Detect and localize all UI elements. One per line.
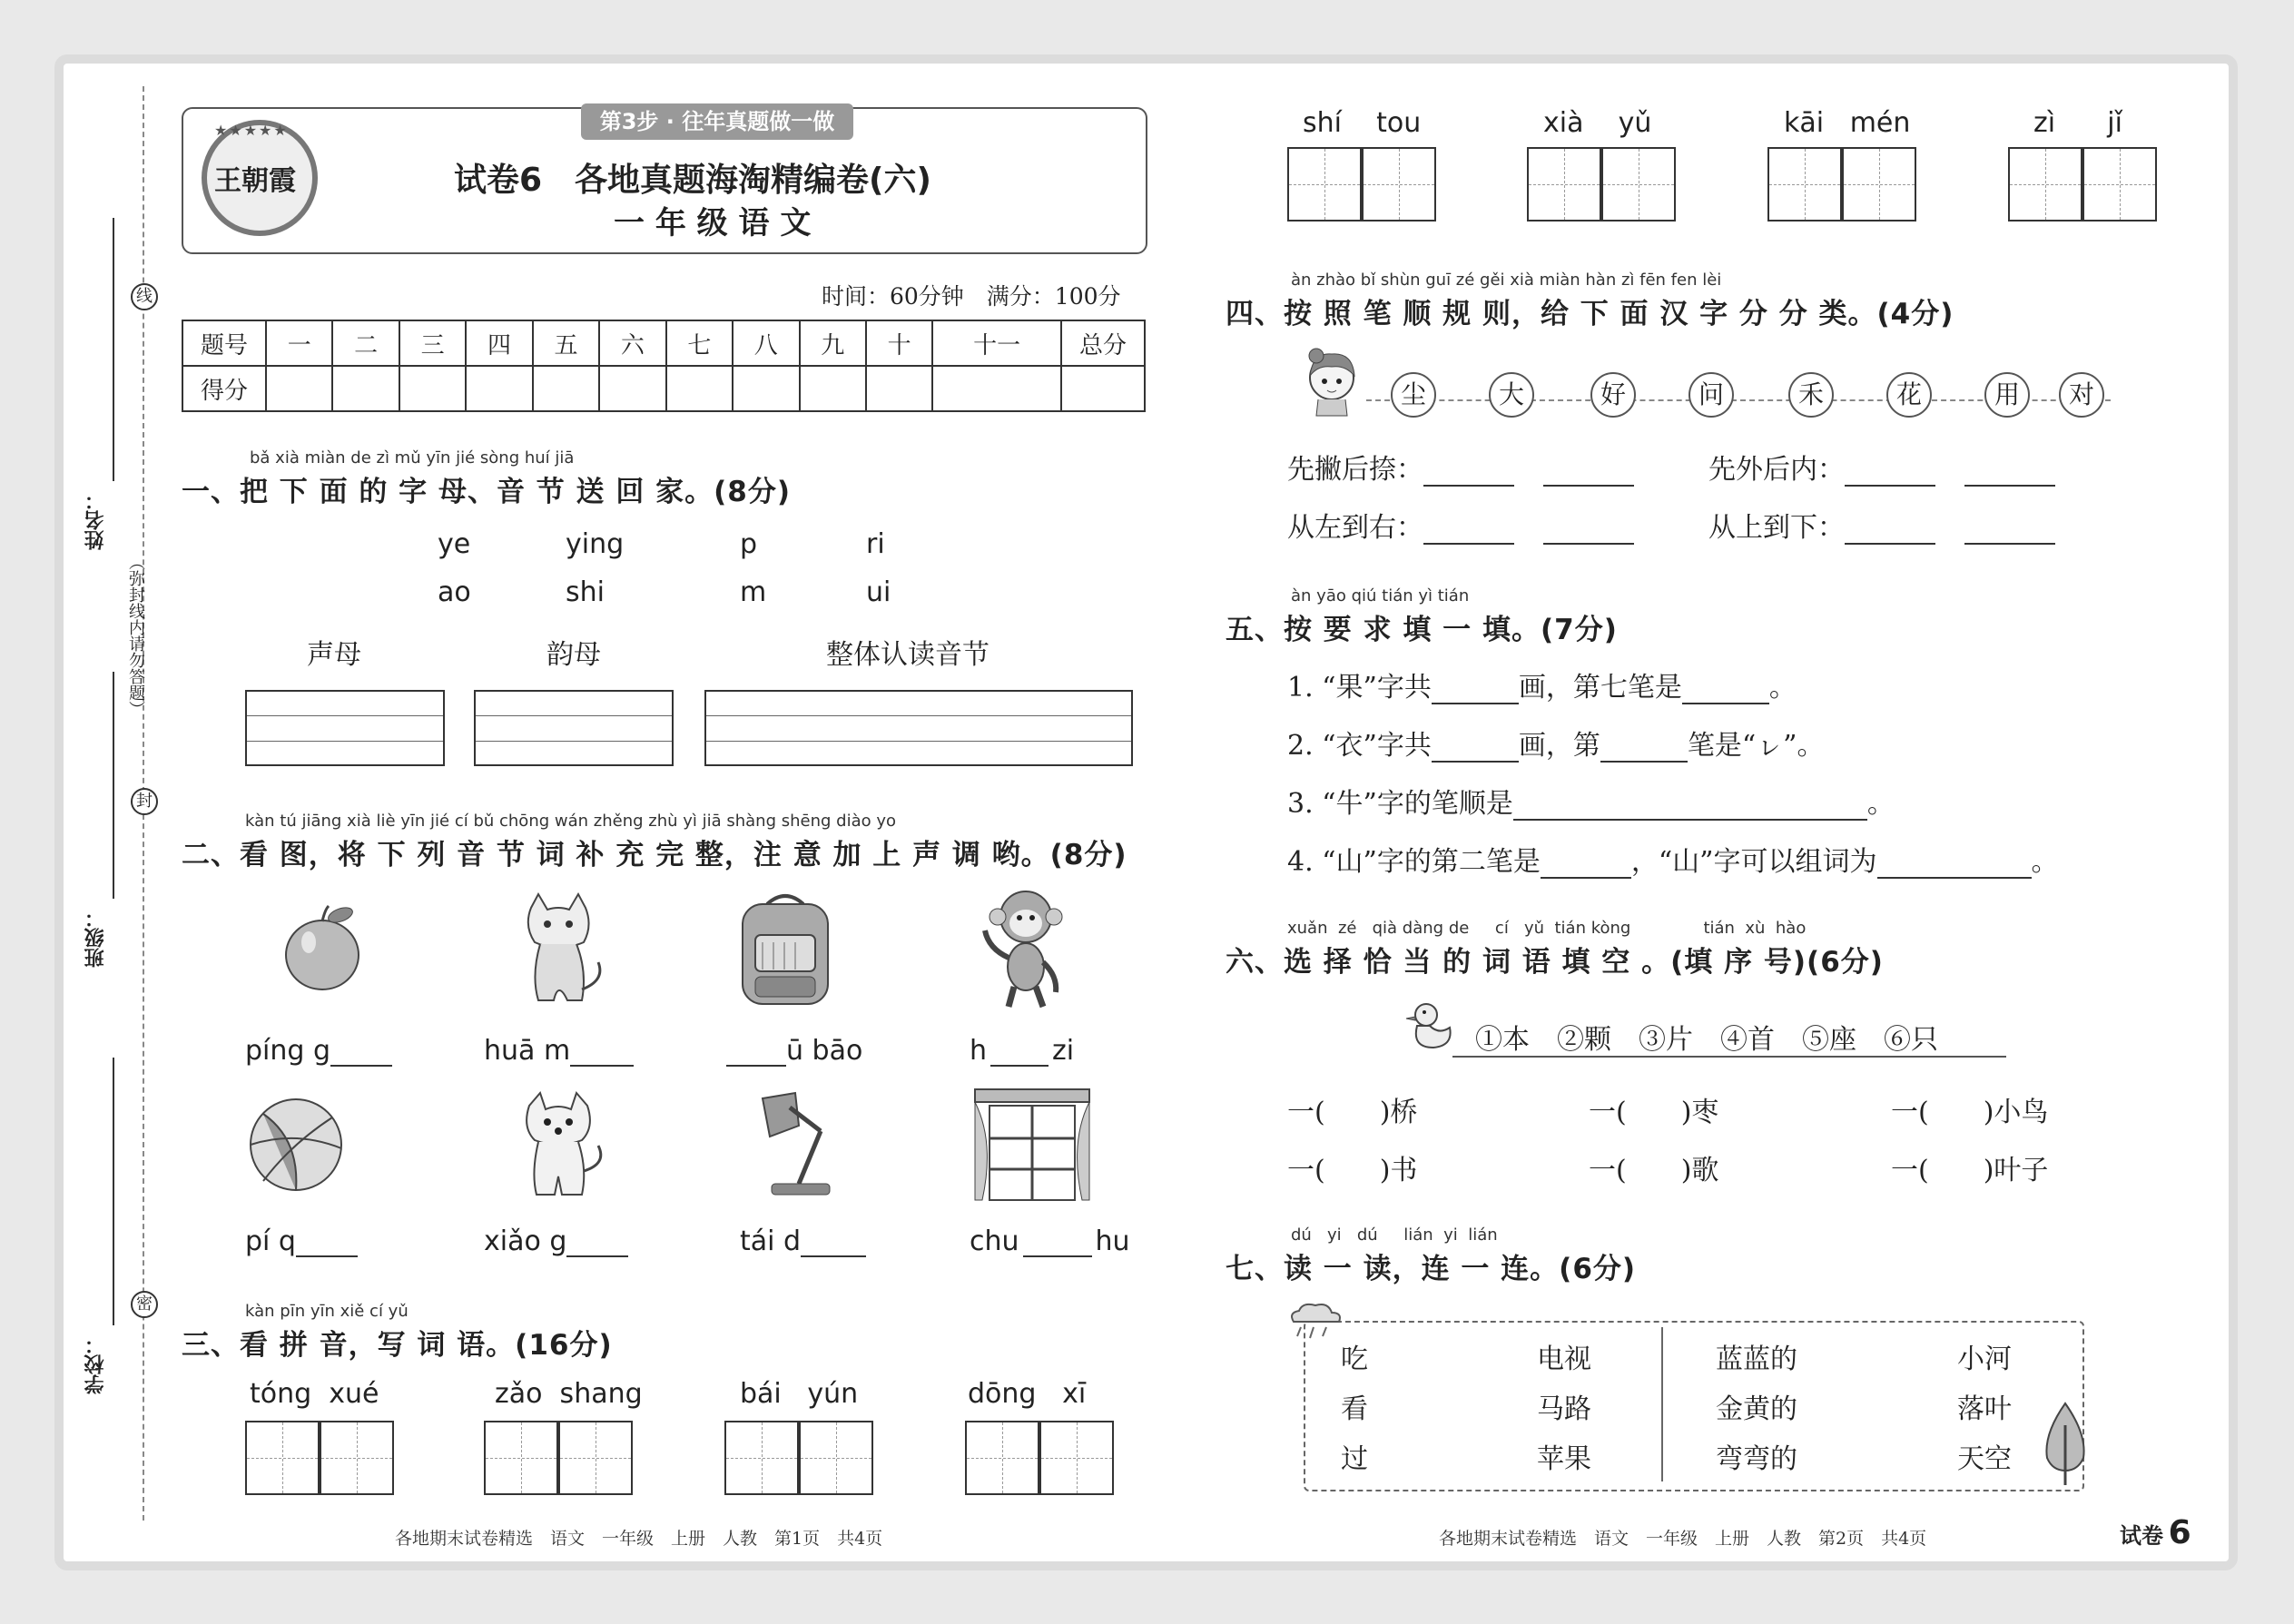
q5-text: ，“山”字可以组词为 xyxy=(1630,846,1877,878)
writing-grid-cell[interactable] xyxy=(1842,147,1916,221)
name-label: 姓名： xyxy=(84,490,107,550)
writing-grid-cell[interactable] xyxy=(1767,147,1842,221)
q5-title: 五、按 要 求 填 一 填。(7分) xyxy=(1226,614,1618,646)
school-line[interactable] xyxy=(113,1058,114,1325)
writing-grid-cell[interactable] xyxy=(558,1421,633,1495)
exam-badge-label: 试卷 xyxy=(2120,1523,2163,1549)
footer-right: 各地期末试卷精选 语文 一年级 上册 人教 第2页 共4页 xyxy=(1439,1529,1927,1549)
score-cell[interactable] xyxy=(800,366,866,411)
dog-illustration xyxy=(504,1089,613,1200)
q2-item-text: huā m xyxy=(484,1035,571,1067)
cloud-rain-icon xyxy=(1285,1300,1348,1345)
q5-blank[interactable] xyxy=(1682,675,1769,704)
q4-char: 好 xyxy=(1590,372,1636,418)
q4-char: 禾 xyxy=(1788,372,1834,418)
q4-char: 问 xyxy=(1689,372,1734,418)
q4-char: 用 xyxy=(1984,372,2030,418)
score-header-cell: 二 xyxy=(332,320,399,366)
q1-syllable: ao xyxy=(438,576,471,608)
logo-stars-icon: ★★★★★ xyxy=(214,122,289,139)
q5-text: 画，第 xyxy=(1518,730,1600,762)
q7-word[interactable]: 电视 xyxy=(1537,1343,1591,1375)
q7-title: 七、读 一 读，连 一 连。(6分) xyxy=(1226,1253,1637,1285)
q5-line-1 xyxy=(1287,664,1797,704)
q5-blank[interactable] xyxy=(1432,733,1519,763)
logo xyxy=(202,120,327,240)
score-table-header-row xyxy=(182,320,1145,366)
q4-title: 四、按 照 笔 顺 规 则，给 下 面 汉 字 分 分 类。(4分) xyxy=(1226,298,1954,330)
q2-item-text: tái d xyxy=(740,1225,802,1257)
ball-illustration xyxy=(245,1094,347,1196)
q2-item-text: h xyxy=(970,1035,988,1067)
score-header-cell: 一 xyxy=(266,320,332,366)
q2-blank[interactable] xyxy=(990,1038,1049,1067)
score-cell[interactable] xyxy=(1061,366,1145,411)
q2-blank[interactable] xyxy=(330,1038,392,1067)
q6-item[interactable]: 一( )桥 xyxy=(1287,1097,1418,1128)
q1-title: 一、把 下 面 的 字 母、音 节 送 回 家。(8分) xyxy=(182,476,792,508)
q5-text: 2. “衣”字共 xyxy=(1287,730,1432,762)
q7-pinyin: dú yi dú lián yi lián xyxy=(1291,1225,1498,1245)
class-line[interactable] xyxy=(113,672,114,899)
q3-word-pinyin: bái yún xyxy=(740,1378,859,1410)
q4-blank[interactable] xyxy=(1423,458,1514,487)
binding-mark-mi: 密 xyxy=(131,1291,158,1318)
cat-illustration xyxy=(504,890,613,1008)
q3-pinyin: kàn pīn yīn xiě cí yǔ xyxy=(245,1302,409,1321)
q4-row xyxy=(1708,505,2055,545)
q3-word-pinyin: zǎo shang xyxy=(495,1378,643,1410)
q4-blank[interactable] xyxy=(1543,458,1634,487)
writing-grid-cell[interactable] xyxy=(799,1421,873,1495)
q5-text: 4. “山”字的第二笔是 xyxy=(1287,846,1541,878)
q4-blank[interactable] xyxy=(1845,516,1935,545)
q3-word-pinyin: xià yǔ xyxy=(1543,107,1652,139)
writing-grid-cell[interactable] xyxy=(320,1421,394,1495)
q2-item-text: zi xyxy=(1052,1035,1075,1067)
q2-blank[interactable] xyxy=(296,1228,358,1257)
q4-row xyxy=(1287,505,1634,545)
writing-grid-cell[interactable] xyxy=(1362,147,1436,221)
q2-item-bag xyxy=(726,1035,862,1067)
q1-answer-box-yunmu[interactable] xyxy=(474,690,674,766)
q7-word[interactable]: 看 xyxy=(1341,1393,1368,1425)
q7-word[interactable]: 蓝蓝的 xyxy=(1716,1343,1797,1375)
q2-item-window xyxy=(970,1225,1130,1257)
name-line[interactable] xyxy=(113,218,114,481)
writing-grid-cell[interactable] xyxy=(1287,147,1362,221)
q2-blank[interactable] xyxy=(726,1038,786,1067)
q6-item[interactable]: 一( )小鸟 xyxy=(1891,1097,2049,1128)
q1-syllable: p xyxy=(740,528,758,560)
score-row-label: 得分 xyxy=(182,366,266,411)
q4-label: 先撇后捺： xyxy=(1287,454,1423,486)
q2-item-text: chu xyxy=(970,1225,1019,1257)
writing-grid-cell[interactable] xyxy=(965,1421,1039,1495)
q6-item[interactable]: 一( )叶子 xyxy=(1891,1155,2049,1186)
q1-syllable: m xyxy=(740,576,767,608)
score-cell[interactable] xyxy=(599,366,665,411)
q5-blank[interactable] xyxy=(1877,850,2032,879)
q5-text: 。 xyxy=(1866,788,1895,820)
apple-illustration xyxy=(272,899,372,999)
q4-row xyxy=(1708,447,2055,487)
score-header-cell: 总分 xyxy=(1061,320,1145,366)
q2-blank[interactable] xyxy=(570,1038,634,1067)
q5-text: 画，第七笔是 xyxy=(1518,672,1682,704)
q5-text: 1. “果”字共 xyxy=(1287,672,1432,704)
writing-grid-cell[interactable] xyxy=(724,1421,799,1495)
q3-word-pinyin: kāi mén xyxy=(1784,107,1911,139)
q6-options-underline xyxy=(1452,1056,2006,1058)
q5-pinyin: àn yāo qiú tián yì tián xyxy=(1291,586,1470,605)
q1-answer-box-shengmu[interactable] xyxy=(245,690,445,766)
score-cell[interactable] xyxy=(533,366,599,411)
q5-text: 。 xyxy=(2031,846,2059,878)
q7-word[interactable]: 弯弯的 xyxy=(1716,1443,1797,1475)
binding-mark-feng: 封 xyxy=(131,788,158,815)
q7-word[interactable]: 小河 xyxy=(1957,1343,2012,1375)
score-table-score-row xyxy=(182,366,1145,411)
time-info: 时间：60分钟 满分：100分 xyxy=(822,283,1121,310)
q5-line-2 xyxy=(1287,723,1825,763)
q1-category-label: 整体认读音节 xyxy=(826,639,989,671)
q4-blank[interactable] xyxy=(1543,516,1634,545)
q7-divider xyxy=(1661,1327,1663,1481)
q3-word-pinyin: shí tou xyxy=(1303,107,1422,139)
class-label: 班级： xyxy=(84,908,107,968)
q4-blank[interactable] xyxy=(1845,458,1935,487)
schoolbag-illustration xyxy=(726,888,844,1010)
page-subtitle: 一 年 级 语 文 xyxy=(614,205,812,241)
q5-text: 。 xyxy=(1768,672,1797,704)
school-label: 学校： xyxy=(84,1334,107,1394)
q4-label: 先外后内： xyxy=(1708,454,1845,486)
q5-line-4 xyxy=(1287,839,2059,879)
exam-number-badge xyxy=(2120,1514,2191,1551)
q7-word[interactable]: 过 xyxy=(1341,1443,1368,1475)
score-cell[interactable] xyxy=(466,366,532,411)
footer-left: 各地期末试卷精选 语文 一年级 上册 人教 第1页 共4页 xyxy=(395,1529,883,1549)
desk-lamp-illustration xyxy=(744,1089,844,1200)
q2-item-monkey xyxy=(970,1035,1074,1067)
logo-text: 王朝霞 xyxy=(214,165,296,197)
score-cell[interactable] xyxy=(932,366,1061,411)
q5-blank[interactable] xyxy=(1513,792,1867,821)
score-header-cell: 五 xyxy=(533,320,599,366)
q2-title: 二、看 图，将 下 列 音 节 词 补 充 完 整，注 意 加 上 声 调 哟。(8分) xyxy=(182,839,1127,871)
q1-syllable: ying xyxy=(566,528,625,560)
q1-pinyin: bǎ xià miàn de zì mǔ yīn jié sòng huí jiā xyxy=(250,448,575,468)
writing-grid-cell[interactable] xyxy=(2082,147,2157,221)
q2-item-lamp xyxy=(740,1225,866,1257)
score-cell[interactable] xyxy=(266,366,332,411)
q7-word[interactable]: 苹果 xyxy=(1537,1443,1591,1475)
score-header-cell: 九 xyxy=(800,320,866,366)
score-header-cell: 七 xyxy=(666,320,733,366)
score-cell[interactable] xyxy=(332,366,399,411)
q1-syllable: ri xyxy=(866,528,885,560)
q4-char: 对 xyxy=(2059,372,2104,418)
binding-note: （弥封线内请勿答题） xyxy=(126,554,145,717)
q6-title: 六、选 择 恰 当 的 词 语 填 空 。(填 序 号)(6分) xyxy=(1226,946,1884,979)
q4-pinyin: àn zhào bǐ shùn guī zé gěi xià miàn hàn zì fēn fen lèi xyxy=(1291,271,1722,290)
q7-word[interactable]: 金黄的 xyxy=(1716,1393,1797,1425)
monkey-illustration xyxy=(976,885,1076,1012)
q6-item[interactable]: 一( )枣 xyxy=(1589,1097,1719,1128)
q4-row xyxy=(1287,447,1634,487)
q2-item-cat xyxy=(484,1035,634,1067)
writing-grid-cell[interactable] xyxy=(1601,147,1676,221)
girl-icon xyxy=(1300,345,1364,418)
q5-text: 3. “牛”字的笔顺是 xyxy=(1287,788,1513,820)
q5-blank[interactable] xyxy=(1600,733,1688,763)
q2-item-text: xiǎo g xyxy=(484,1225,567,1257)
q5-text: 笔是“ㇾ”。 xyxy=(1687,730,1825,762)
score-cell[interactable] xyxy=(399,366,466,411)
q4-blank[interactable] xyxy=(1964,516,2055,545)
q2-item-ball xyxy=(245,1225,358,1257)
q3-word-pinyin: dōng xī xyxy=(968,1378,1087,1410)
q6-options: ①本 ②颗 ③片 ④首 ⑤座 ⑥只 xyxy=(1475,1024,1938,1056)
q2-item-text: pí q xyxy=(245,1225,296,1257)
score-header-cell: 八 xyxy=(733,320,799,366)
score-header-cell: 四 xyxy=(466,320,532,366)
exam-badge-number: 6 xyxy=(2168,1514,2191,1551)
score-table xyxy=(182,320,1146,412)
q4-char: 尘 xyxy=(1391,372,1436,418)
page-title: 试卷6 各地真题海淘精编卷(六) xyxy=(454,162,931,199)
score-header-cell: 三 xyxy=(399,320,466,366)
q3-title: 三、看 拼 音，写 词 语。(16分) xyxy=(182,1329,613,1362)
q1-syllable: shi xyxy=(566,576,605,608)
writing-grid-cell[interactable] xyxy=(1039,1421,1114,1495)
q2-pinyin: kàn tú jiāng xià liè yīn jié cí bǔ chōng wán zhěng zhù yì jiā shàng shēng diào yo xyxy=(245,812,897,831)
q6-item[interactable]: 一( )歌 xyxy=(1589,1155,1719,1186)
q2-item-apple xyxy=(245,1035,392,1067)
score-header-cell: 十 xyxy=(866,320,932,366)
q6-pinyin: xuǎn zé qià dàng de cí yǔ tián kòng tián xù hào xyxy=(1287,919,1807,938)
q2-blank[interactable] xyxy=(801,1228,866,1257)
q4-blank[interactable] xyxy=(1964,458,2055,487)
duck-icon xyxy=(1403,999,1457,1053)
q2-item-text: ū bāo xyxy=(786,1035,863,1067)
q5-blank[interactable] xyxy=(1432,675,1519,704)
q2-blank[interactable] xyxy=(566,1228,628,1257)
q7-word[interactable]: 落叶 xyxy=(1957,1393,2012,1425)
tree-icon xyxy=(2038,1398,2092,1489)
q6-item[interactable]: 一( )书 xyxy=(1287,1155,1418,1186)
q7-word[interactable]: 天空 xyxy=(1957,1443,2012,1475)
score-cell[interactable] xyxy=(733,366,799,411)
q7-word[interactable]: 马路 xyxy=(1537,1393,1591,1425)
q5-blank[interactable] xyxy=(1541,850,1631,879)
window-illustration xyxy=(973,1088,1091,1204)
score-header-cell: 六 xyxy=(599,320,665,366)
q2-item-dog xyxy=(484,1225,628,1257)
q4-char: 花 xyxy=(1886,372,1932,418)
q2-item-text: píng g xyxy=(245,1035,331,1067)
q2-item-text: hu xyxy=(1095,1225,1130,1257)
q3-word-pinyin: zì jǐ xyxy=(2033,107,2122,139)
q1-syllable: ye xyxy=(438,528,471,560)
q2-blank[interactable] xyxy=(1023,1228,1092,1257)
q3-word-pinyin: tóng xué xyxy=(250,1378,379,1410)
score-header-cell: 十一 xyxy=(932,320,1061,366)
q1-category-label: 声母 xyxy=(307,639,361,671)
step-badge: 第3步 · 往年真题做一做 xyxy=(581,103,853,140)
q4-char: 大 xyxy=(1489,372,1534,418)
score-header-cell: 题号 xyxy=(182,320,266,366)
q5-line-3 xyxy=(1287,781,1895,821)
score-cell[interactable] xyxy=(666,366,733,411)
q4-label: 从左到右： xyxy=(1287,512,1423,544)
q1-answer-box-zhengti[interactable] xyxy=(704,690,1133,766)
q1-category-label: 韵母 xyxy=(546,639,601,671)
writing-grid-cell[interactable] xyxy=(245,1421,320,1495)
writing-grid-cell[interactable] xyxy=(2008,147,2082,221)
binding-mark-xian: 线 xyxy=(131,283,158,310)
q4-label: 从上到下： xyxy=(1708,512,1845,544)
q7-word[interactable]: 吃 xyxy=(1341,1343,1368,1375)
writing-grid-cell[interactable] xyxy=(1527,147,1601,221)
q4-blank[interactable] xyxy=(1423,516,1514,545)
score-cell[interactable] xyxy=(866,366,932,411)
q1-syllable: ui xyxy=(866,576,891,608)
writing-grid-cell[interactable] xyxy=(484,1421,558,1495)
